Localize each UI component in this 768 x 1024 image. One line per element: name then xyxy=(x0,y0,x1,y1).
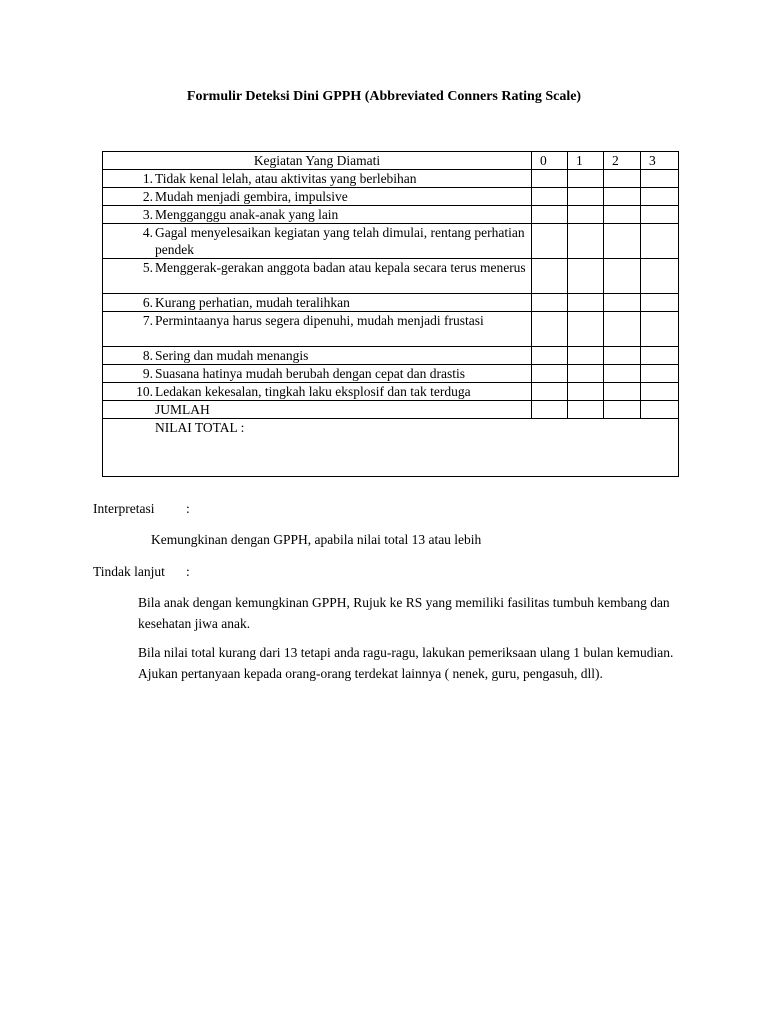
item-cell xyxy=(103,365,532,383)
jumlah-row xyxy=(103,401,679,419)
item-cell xyxy=(103,383,532,401)
table-row xyxy=(103,224,679,259)
item-number: 1. xyxy=(142,171,153,186)
score-cell-3[interactable] xyxy=(641,170,679,188)
item-number: 3. xyxy=(142,207,153,222)
score-cell-2[interactable] xyxy=(604,188,641,206)
score-cell-3[interactable] xyxy=(641,224,679,259)
score-cell-1[interactable] xyxy=(568,365,604,383)
item-number: 8. xyxy=(142,348,153,363)
item-text: Sering dan mudah menangis xyxy=(155,348,309,363)
score-cell-2[interactable] xyxy=(604,259,641,294)
item-text: Ledakan kekesalan, tingkah laku eksplosif dan tak terduga xyxy=(155,384,471,399)
item-number: 10. xyxy=(136,384,153,399)
item-number: 5. xyxy=(142,260,153,275)
score-cell-1[interactable] xyxy=(568,206,604,224)
item-text: Gagal menyelesaikan kegiatan yang telah dimulai, rentang perhatian pendek xyxy=(155,225,525,257)
score-cell-3[interactable] xyxy=(641,365,679,383)
score-cell-2[interactable] xyxy=(604,383,641,401)
item-text: Kurang perhatian, mudah teralihkan xyxy=(155,295,350,310)
header-score-1: 1 xyxy=(568,152,604,170)
table-row xyxy=(103,365,679,383)
item-cell xyxy=(103,206,532,224)
item-text: Permintaanya harus segera dipenuhi, mudah menjadi frustasi xyxy=(155,313,484,328)
rating-scale-table xyxy=(102,151,679,477)
score-cell-3[interactable] xyxy=(641,188,679,206)
score-cell-1[interactable] xyxy=(568,188,604,206)
tindak-lanjut-paragraph-2: Bila nilai total kurang dari 13 tetapi anda ragu-ragu, lakukan pemeriksaan ulang 1 bulan kemudian. Ajukan pertanyaan kepada orang-orang terdekat lainnya ( nenek, guru, pengasuh, dll). xyxy=(138,645,674,681)
score-cell-2[interactable] xyxy=(604,170,641,188)
interpretasi-colon: : xyxy=(186,501,190,516)
table-row xyxy=(103,347,679,365)
tindak-lanjut-colon: : xyxy=(186,564,190,579)
item-number: 9. xyxy=(142,366,153,381)
score-cell-0[interactable] xyxy=(532,188,568,206)
jumlah-label: JUMLAH xyxy=(155,402,210,417)
table-row xyxy=(103,294,679,312)
item-cell xyxy=(103,188,532,206)
item-text: Tidak kenal lelah, atau aktivitas yang berlebihan xyxy=(155,171,417,186)
item-cell xyxy=(103,347,532,365)
score-cell-3[interactable] xyxy=(641,259,679,294)
score-cell-2[interactable] xyxy=(604,294,641,312)
score-cell-1[interactable] xyxy=(568,170,604,188)
score-cell-1[interactable] xyxy=(568,383,604,401)
score-cell-0[interactable] xyxy=(532,206,568,224)
header-activity: Kegiatan Yang Diamati xyxy=(103,152,532,170)
score-cell-0[interactable] xyxy=(532,365,568,383)
item-number: 4. xyxy=(142,225,153,240)
score-cell-3[interactable] xyxy=(641,206,679,224)
interpretasi-text: Kemungkinan dengan GPPH, apabila nilai total 13 atau lebih xyxy=(151,532,482,547)
score-cell-3[interactable] xyxy=(641,294,679,312)
header-score-2: 2 xyxy=(604,152,641,170)
table-header-row xyxy=(103,152,679,170)
tindak-lanjut-paragraph-1: Bila anak dengan kemungkinan GPPH, Rujuk ke RS yang memiliki fasilitas tumbuh kembang dan kesehatan jiwa anak. xyxy=(138,595,670,631)
score-cell-3[interactable] xyxy=(641,347,679,365)
header-score-0: 0 xyxy=(532,152,568,170)
header-score-3: 3 xyxy=(641,152,679,170)
jumlah-score-1[interactable] xyxy=(568,401,604,419)
score-cell-1[interactable] xyxy=(568,312,604,347)
score-cell-1[interactable] xyxy=(568,259,604,294)
score-cell-0[interactable] xyxy=(532,312,568,347)
score-cell-3[interactable] xyxy=(641,312,679,347)
table-row xyxy=(103,206,679,224)
interpretasi-label: Interpretasi xyxy=(93,501,155,516)
jumlah-score-3[interactable] xyxy=(641,401,679,419)
score-cell-0[interactable] xyxy=(532,383,568,401)
table-row xyxy=(103,259,679,294)
score-cell-2[interactable] xyxy=(604,224,641,259)
score-cell-0[interactable] xyxy=(532,347,568,365)
score-cell-0[interactable] xyxy=(532,170,568,188)
score-cell-2[interactable] xyxy=(604,312,641,347)
item-text: Mudah menjadi gembira, impulsive xyxy=(155,189,348,204)
table-row xyxy=(103,188,679,206)
score-cell-2[interactable] xyxy=(604,365,641,383)
item-cell xyxy=(103,259,532,294)
total-row xyxy=(103,419,679,477)
score-cell-0[interactable] xyxy=(532,294,568,312)
score-cell-1[interactable] xyxy=(568,347,604,365)
score-cell-0[interactable] xyxy=(532,224,568,259)
table-row xyxy=(103,383,679,401)
score-cell-1[interactable] xyxy=(568,224,604,259)
table-row xyxy=(103,170,679,188)
score-cell-3[interactable] xyxy=(641,383,679,401)
document-title: Formulir Deteksi Dini GPPH (Abbreviated Conners Rating Scale) xyxy=(186,89,582,104)
score-cell-1[interactable] xyxy=(568,294,604,312)
score-cell-2[interactable] xyxy=(604,347,641,365)
tindak-lanjut-label: Tindak lanjut xyxy=(93,564,165,579)
total-label: NILAI TOTAL : xyxy=(155,420,245,435)
item-text: Mengganggu anak-anak yang lain xyxy=(155,207,339,222)
score-cell-2[interactable] xyxy=(604,206,641,224)
item-text: Menggerak-gerakan anggota badan atau kepala secara terus menerus xyxy=(155,260,526,275)
table-row xyxy=(103,312,679,347)
total-cell[interactable] xyxy=(103,419,679,477)
item-number: 6. xyxy=(142,295,153,310)
item-cell xyxy=(103,312,532,347)
item-number: 2. xyxy=(142,189,153,204)
item-text: Suasana hatinya mudah berubah dengan cepat dan drastis xyxy=(155,366,466,381)
item-cell xyxy=(103,224,532,259)
item-number: 7. xyxy=(142,313,153,328)
jumlah-score-0[interactable] xyxy=(532,401,568,419)
item-cell xyxy=(103,170,532,188)
jumlah-cell xyxy=(103,401,532,419)
score-cell-0[interactable] xyxy=(532,259,568,294)
item-cell xyxy=(103,294,532,312)
jumlah-score-2[interactable] xyxy=(604,401,641,419)
